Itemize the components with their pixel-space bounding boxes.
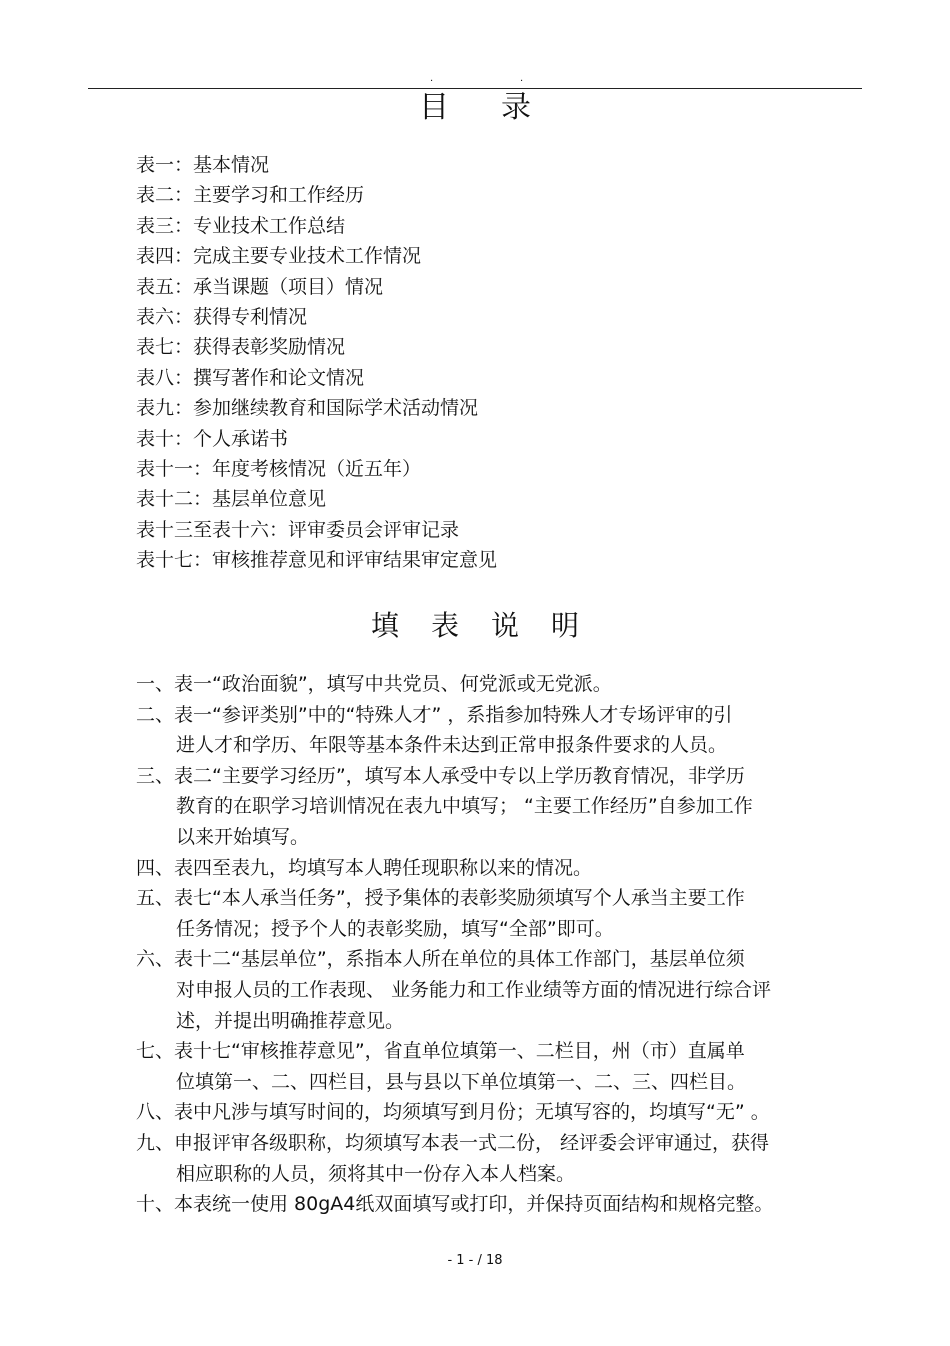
toc-item: 表十一：年度考核情况（近五年） (136, 457, 422, 480)
page-number: - 1 - / 18 (447, 1253, 503, 1268)
instruction-line: 进人才和学历、年限等基本条件未达到正常申报条件要求的人员。 (176, 734, 728, 757)
instructions-title: 填表说明 (370, 609, 611, 642)
toc-item: 表一：基本情况 (136, 154, 270, 176)
instruction-item (136, 1189, 876, 1220)
header-dots (0, 74, 950, 86)
toc-item: 表六：获得专利情况 (136, 305, 308, 328)
instruction-item (136, 700, 876, 761)
instruction-item (136, 853, 876, 884)
instruction-line: 四、表四至表九，均填写本人聘任现职称以来的情况。 (136, 856, 593, 879)
instruction-item (136, 761, 876, 853)
toc-list (136, 150, 497, 575)
toc-item: 表十二：基层单位意见 (136, 488, 327, 511)
instruction-item (136, 1128, 876, 1189)
instruction-line: 述，并提出明确推荐意见。 (176, 1009, 405, 1032)
header-dot-right: . (520, 73, 524, 84)
instruction-line: 八、表中凡涉与填写时间的，均须填写到月份；无填写容的，均填写“无” 。 (136, 1101, 770, 1124)
toc-item: 表三：专业技术工作总结 (136, 214, 346, 237)
instruction-line: 三、表二“主要学习经历”，填写本人承受中专以上学历教育情况，非学历 (136, 764, 745, 787)
instruction-line: 一、表一“政治面貌”，填写中共党员、何党派或无党派。 (136, 673, 612, 695)
toc-item: 表九：参加继续教育和国际学术活动情况 (136, 397, 479, 420)
instruction-line: 九、申报评审各级职称，均须填写本表一式二份， 经评委会评审通过，获得 (136, 1131, 770, 1154)
instruction-line: 对申报人员的工作表现、 业务能力和工作业绩等方面的情况进行综合评 (176, 978, 772, 1001)
instructions-list (136, 669, 876, 1220)
instruction-line: 五、表七“本人承当任务”，授予集体的表彰奖励须填写个人承当主要工作 (136, 887, 745, 910)
toc-item: 表十三至表十六：评审委员会评审记录 (136, 518, 460, 541)
toc-item: 表八：撰写著作和论文情况 (136, 366, 365, 389)
instruction-line: 相应职称的人员，须将其中一份存入本人档案。 (176, 1162, 576, 1185)
instruction-line: 教育的在职学习培训情况在表九中填写； “主要工作经历”自参加工作 (176, 795, 753, 818)
instruction-line: 七、表十七“审核推荐意见”，省直单位填第一、二栏目，州（市）直属单 (136, 1040, 745, 1063)
instruction-line: 六、表十二“基层单位”，系指本人所在单位的具体工作部门，基层单位须 (136, 948, 745, 971)
instruction-line: 二、表一“参评类别”中的“特殊人才” ，系指参加特殊人才专场评审的引 (136, 703, 733, 726)
instruction-line: 位填第一、二、四栏目，县与县以下单位填第一、二、三、四栏目。 (176, 1070, 747, 1093)
instruction-item (136, 1097, 876, 1128)
instruction-item (136, 944, 876, 1036)
toc-item: 表十七：审核推荐意见和评审结果审定意见 (136, 549, 498, 572)
toc-item: 表十：个人承诺书 (136, 427, 289, 450)
instruction-item (136, 883, 876, 944)
toc-item: 表二：主要学习和工作经历 (136, 184, 365, 207)
toc-title: 目录 (419, 90, 583, 125)
instruction-line: 任务情况；授予个人的表彰奖励，填写“全部”即可。 (176, 917, 614, 940)
header-dot-left: . (430, 73, 434, 84)
instruction-item (136, 669, 876, 700)
instruction-line: 以来开始填写。 (176, 825, 310, 848)
toc-item: 表四：完成主要专业技术工作情况 (136, 245, 422, 268)
instruction-item (136, 1036, 876, 1097)
toc-item: 表七：获得表彰奖励情况 (136, 336, 346, 359)
toc-item: 表五：承当课题（项目）情况 (136, 275, 384, 298)
instruction-line: 十、本表统一使用 80gA4纸双面填写或打印，并保持页面结构和规格完整。 (136, 1193, 774, 1216)
